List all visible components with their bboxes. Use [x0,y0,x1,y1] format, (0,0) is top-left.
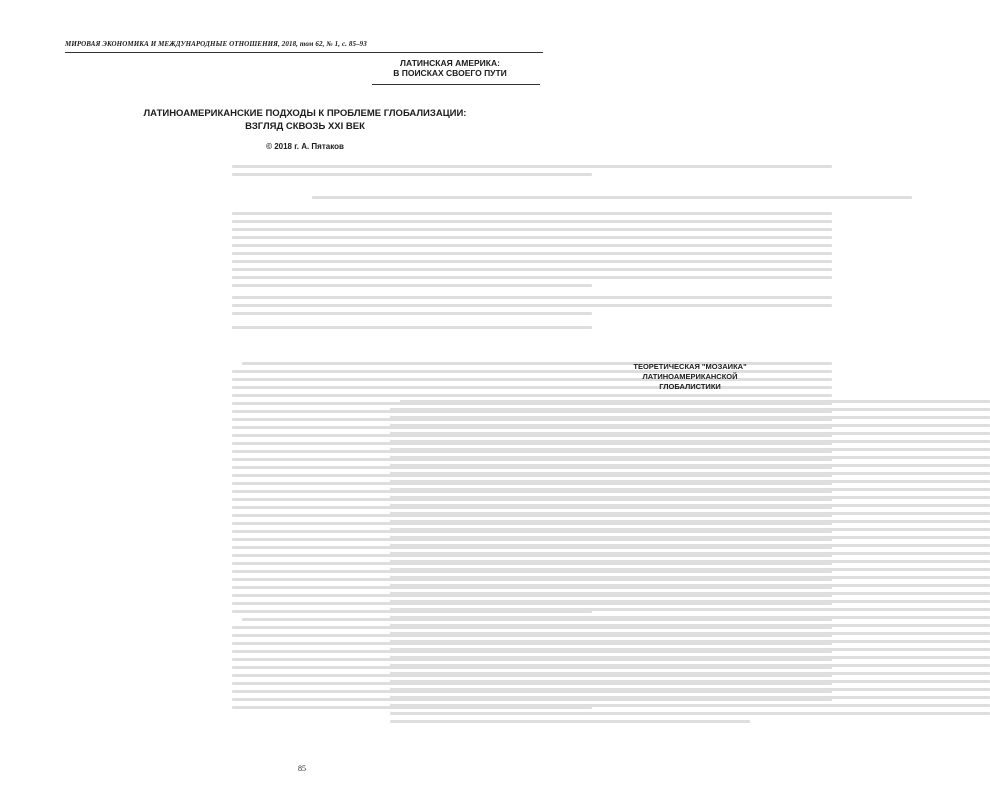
text-line [232,326,592,329]
keywords [232,296,832,320]
text-line [232,284,592,287]
text-line [390,480,990,483]
text-line [312,196,912,199]
text-line [390,448,990,451]
text-line [390,616,990,619]
text-line [232,165,832,168]
text-line [390,648,990,651]
text-line [232,296,832,299]
text-line [232,220,832,223]
received-date [312,196,912,208]
text-line [390,568,990,571]
text-line [390,544,990,547]
body-column-right [390,362,990,728]
text-line [232,268,832,271]
text-line [390,464,990,467]
section-heading [360,58,540,78]
subsection-heading [390,362,990,392]
article-title [70,107,540,133]
text-line [390,672,990,675]
subsection-heading-line-2: ЛАТИНОАМЕРИКАНСКОЙ [642,372,738,381]
section-heading-line-1: ЛАТИНСКАЯ АМЕРИКА: [400,58,500,68]
text-line [390,424,990,427]
article-title-line-1: ЛАТИНОАМЕРИКАНСКИЕ ПОДХОДЫ К ПРОБЛЕМЕ ГЛОБАЛИЗАЦИИ: [143,108,467,119]
text-line [390,720,750,723]
text-line [390,536,990,539]
section-heading-line-2: В ПОИСКАХ СВОЕГО ПУТИ [393,68,507,78]
subsection-heading-line-3: ГЛОБАЛИСТИКИ [659,382,721,391]
text-line [400,400,990,403]
text-line [232,173,592,176]
header-rule [65,52,543,53]
text-line [390,560,990,563]
text-line [390,552,990,555]
text-line [390,512,990,515]
text-line [390,408,990,411]
text-line [390,632,990,635]
text-line [390,592,990,595]
text-line [390,712,990,715]
text-line [390,688,990,691]
text-line [390,656,990,659]
text-line [390,704,990,707]
text-line [232,312,592,315]
author-byline: © 2018 г. А. Пятаков [266,142,344,151]
text-line [390,624,990,627]
text-line [390,576,990,579]
text-line [390,416,990,419]
text-line [390,472,990,475]
page-number: 85 [298,764,306,773]
text-line [232,212,832,215]
article-title-line-2: ВЗГЛЯД СКВОЗЬ XXI ВЕК [245,121,365,132]
text-line [390,504,990,507]
text-line [390,456,990,459]
text-line [232,236,832,239]
author-affiliation [232,165,832,181]
text-line [390,664,990,667]
text-line [390,600,990,603]
text-line [390,696,990,699]
section-rule [372,84,540,85]
text-line [390,496,990,499]
text-line [232,244,832,247]
text-line [390,528,990,531]
doi-line [232,326,832,340]
abstract [232,212,832,292]
text-line [390,584,990,587]
subsection-heading-line-1: ТЕОРЕТИЧЕСКАЯ "МОЗАИКА" [633,362,747,371]
text-line [232,228,832,231]
text-line [390,680,990,683]
text-line [232,276,832,279]
running-head: МИРОВАЯ ЭКОНОМИКА И МЕЖДУНАРОДНЫЕ ОТНОШЕНИЯ, 2018, том 62, № 1, с. 85–93 [65,40,367,48]
text-line [390,440,990,443]
text-line [390,608,990,611]
text-line [390,432,990,435]
text-line [232,252,832,255]
text-line [390,640,990,643]
text-line [390,488,990,491]
text-line [232,304,832,307]
text-line [390,520,990,523]
text-line [232,260,832,263]
